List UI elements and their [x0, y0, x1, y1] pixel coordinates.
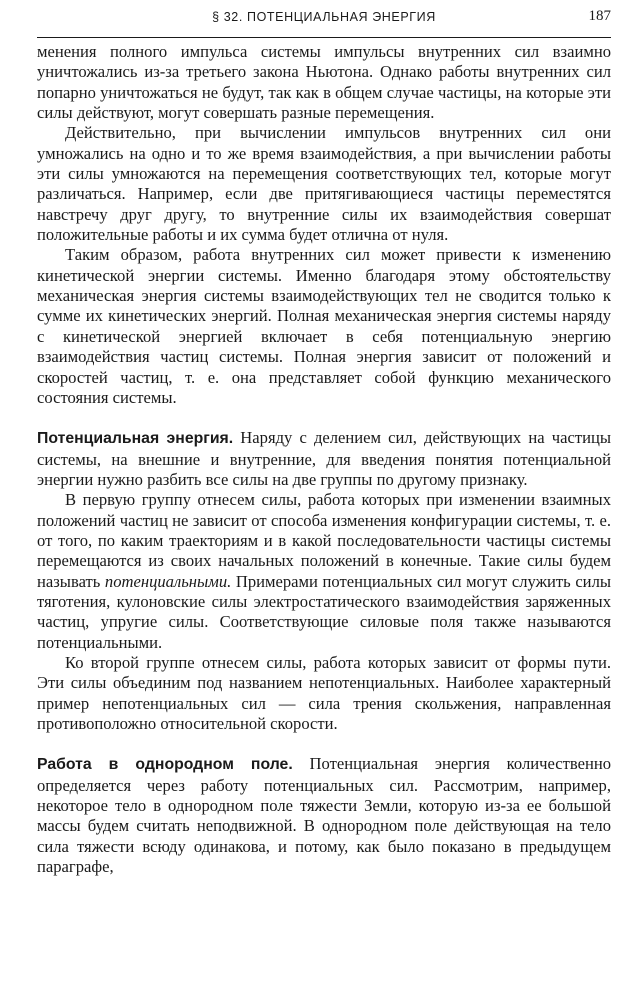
paragraph-potential-energy — [37, 428, 611, 490]
section-heading-potential-energy: Потенциальная энергия. — [37, 430, 234, 448]
paragraph-7-text: Потенциальная энергия количественно определяется через работу потенциальных сил. Рассмотрим, например, некоторое тело в однородном поле тяжести Земли, которую из-за ее большой массы будем считать неподвижной. В однородном поле действующая на тело сила тяжести всюду одинакова, и потому, как было показано в предыдущем параграфе, — [37, 754, 611, 877]
paragraph-3: Таким образом, работа внутренних сил может привести к изменению кинетической энергии системы. Именно благодаря этому обстоятельству механическая энергия системы взаимодействующих тел не сводится только к сумме их кинетических энергий. Полная механическая энергия системы наряду с кинетической энергией включает в себя потенциальную энергию взаимодействия частиц системы. Полная энергия зависит от положений и скоростей частиц, т. е. она представляет собой функцию механического состояния системы. — [37, 245, 611, 407]
paragraph-4-text: Наряду с делением сил, действующих на частицы системы, на внешние и внутренние, для введения понятия потенциальной энергии нужно разбить все силы на две группы по другому признаку. — [37, 428, 611, 489]
paragraph-5 — [37, 490, 611, 653]
paragraph-5-text: В первую группу отнесем силы, работа которых при изменении взаимных положений частиц не зависит от способа изменения конфигурации системы, т. е. от того, по каким траекториям и в какой последовательности частицы системы перемещаются из своих начальных положений в конечные. Такие силы будем называть — [37, 490, 611, 591]
section-heading-work-uniform-field: Работа в однородном поле. — [37, 756, 293, 774]
running-title: § 32. ПОТЕНЦИАЛЬНАЯ ЭНЕРГИЯ — [212, 10, 436, 24]
paragraph-5-text-continued: Примерами потенциальных сил могут служить силы тяготения, кулоновские силы электростатического взаимодействия заряженных частиц, упругие силы. Соответствующие силовые поля также называются потенциальными. — [37, 571, 611, 652]
body-text — [37, 38, 611, 877]
paragraph-6: Ко второй группе отнесем силы, работа которых зависит от формы пути. Эти силы объединим под названием непотенциальных. Наиболее характерный пример непотенциальных сил — сила трения скольжения, направленная противоположно относительной скорости. — [37, 652, 611, 733]
term-potential: потенциальными. — [104, 571, 232, 591]
paragraph-2: Действительно, при вычислении импульсов внутренних сил они умножались на одно и то же время взаимодействия, а при вычислении работы эти силы умножаются на перемещения соответствующих тел, которые могут различаться. Например, если две притягивающиеся частицы переместятся навстречу друг другу, то внутренние силы их взаимодействия совершат положительные работы и их сумма будет отлична от нуля. — [37, 123, 611, 245]
paragraph-work-uniform-field — [37, 754, 611, 877]
running-header — [37, 0, 611, 38]
paragraph-1: менения полного импульса системы импульсы внутренних сил взаимно уничтожались из-за третьего закона Ньютона. Однако работы внутренних сил попарно уничтожаться не будут, так как в общем случае частицы, на которые эти силы действуют, могут совершать разные перемещения. — [37, 42, 611, 123]
page-number: 187 — [588, 8, 611, 24]
